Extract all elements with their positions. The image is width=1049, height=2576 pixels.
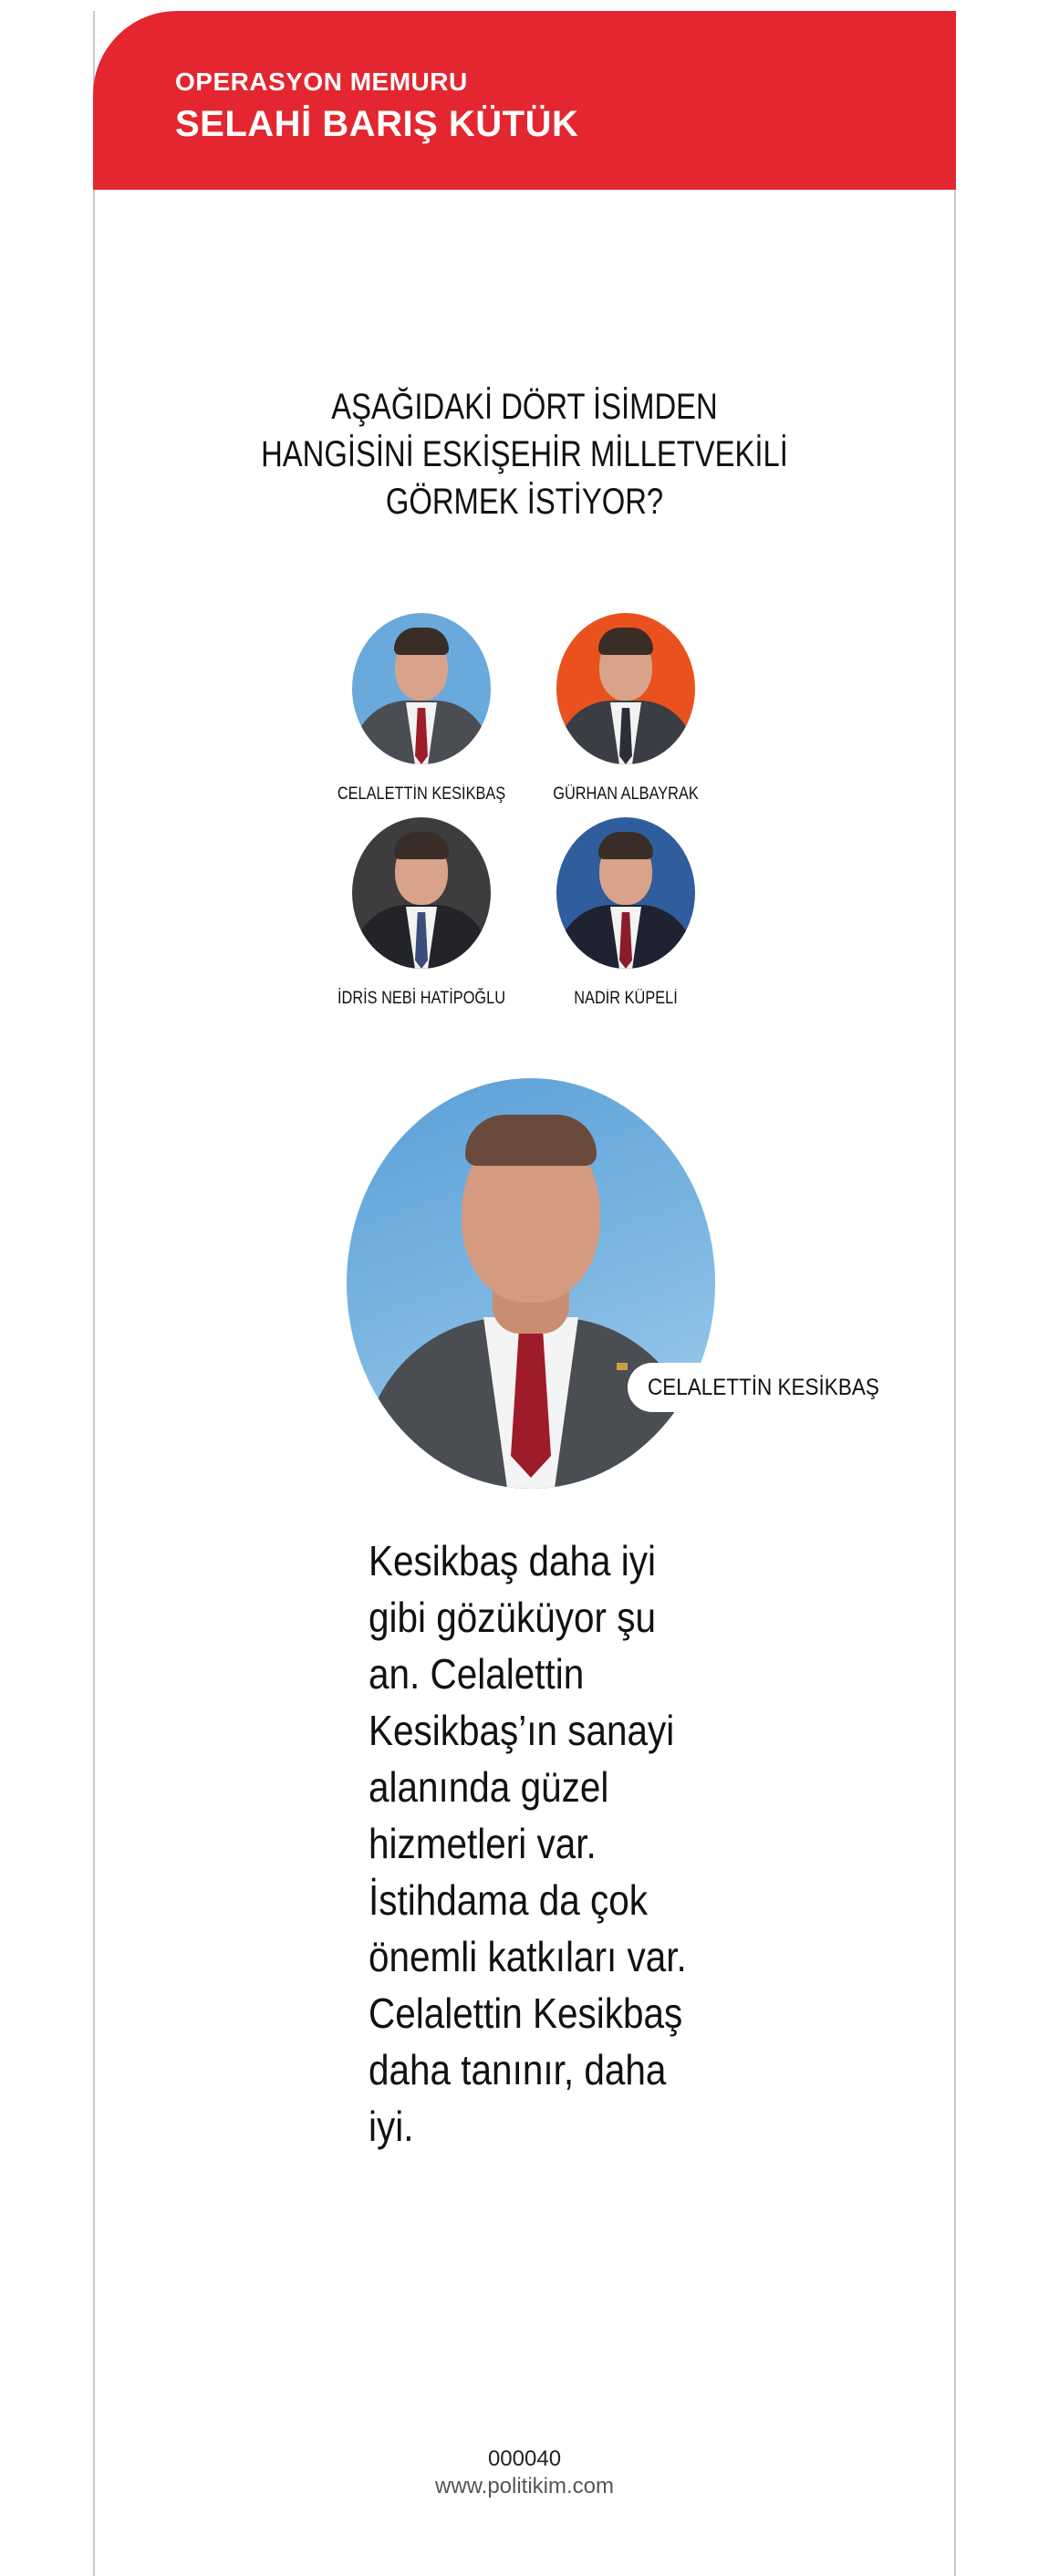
- candidate-name: GÜRHAN ALBAYRAK: [553, 784, 699, 804]
- quote-line: Kesikbaş daha iyi: [369, 1537, 657, 1584]
- quote-line: Kesikbaş’ın sanayi: [369, 1707, 675, 1754]
- candidate-card: [312, 613, 531, 805]
- quote-line: alanında güzel: [369, 1763, 609, 1811]
- role-label: OPERASYON MEMURU: [175, 68, 468, 96]
- quote-line: Celalettin Kesikbaş: [369, 1989, 683, 2037]
- candidate-card: [312, 817, 531, 1009]
- quote-line: İstihdama da çok: [369, 1876, 649, 1924]
- candidate-card: [516, 817, 735, 1009]
- quote-line: an. Celalettin: [369, 1650, 585, 1698]
- candidate-name: CELALETTİN KESİKBAŞ: [337, 784, 506, 804]
- candidate-name: İDRİS NEBİ HATİPOĞLU: [337, 989, 506, 1008]
- answer-quote: [369, 1532, 752, 2155]
- candidate-photo: [556, 817, 695, 969]
- quote-line: hizmetleri var.: [369, 1820, 597, 1867]
- selected-candidate-name: CELALETTİN KESİKBAŞ: [648, 1375, 879, 1400]
- person-name: SELAHİ BARIŞ KÜTÜK: [175, 104, 579, 144]
- question-line: AŞAĞIDAKİ DÖRT İSİMDEN: [331, 387, 718, 427]
- question-line: HANGİSİNİ ESKİŞEHİR MİLLETVEKİLİ: [261, 434, 788, 474]
- candidate-photo: [352, 613, 491, 764]
- question-heading: [214, 383, 836, 525]
- quote-line: iyi.: [369, 2103, 414, 2150]
- quote-line: önemli katkıları var.: [369, 1933, 687, 1980]
- footer-code: 000040: [487, 2446, 562, 2471]
- selected-candidate-photo: [347, 1078, 715, 1489]
- header-banner: [93, 11, 956, 190]
- candidate-card: [516, 613, 735, 805]
- candidate-name: NADİR KÜPELİ: [574, 989, 678, 1008]
- candidate-photo: [556, 613, 695, 764]
- selected-candidate-label: [628, 1363, 925, 1412]
- question-line: GÖRMEK İSTİYOR?: [385, 482, 664, 522]
- quote-line: daha tanınır, daha: [369, 2046, 667, 2093]
- footer-url[interactable]: www.politikim.com: [434, 2474, 615, 2498]
- candidate-photo: [352, 817, 491, 969]
- quote-line: gibi gözüküyor şu: [369, 1594, 657, 1641]
